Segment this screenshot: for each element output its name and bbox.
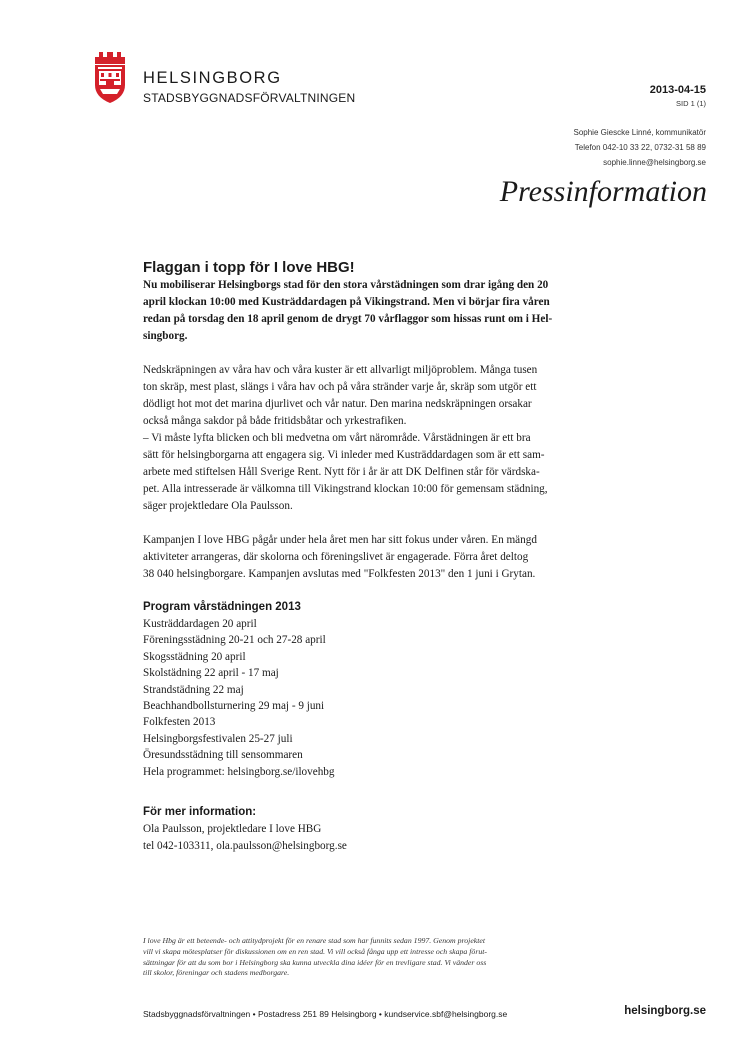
body-paragraph-1 (143, 362, 613, 515)
org-name: HELSINGBORG (143, 69, 282, 87)
footer-website-link[interactable]: helsingborg.se (624, 1005, 706, 1017)
program-item: Strandstädning 22 maj (143, 683, 244, 696)
more-info-contact: Ola Paulsson, projektledare I love HBG (143, 823, 322, 836)
program-item: Hela programmet: helsingborg.se/ilovehbg (143, 765, 335, 778)
body-line: sätt för helsingborgarna att engagera sig. Vi inleder med Kusträddardagen som är ett sam- (143, 449, 545, 461)
lead-line: april klockan 10:00 med Kusträddardagen på Vikingstrand. Men vi börjar fira våren (143, 296, 550, 308)
body-line: aktiviteter arrangeras, där skolorna och föreningslivet är engagerade. Förra året deltog (143, 551, 529, 563)
body-line: dödligt hot mot det marina djurlivet och vår natur. Den marina nedskräpningen orsakar (143, 398, 532, 410)
contact-name: Sophie Giescke Linné, kommunikatör (573, 128, 706, 137)
document-date: 2013-04-15 (649, 84, 706, 96)
article (143, 259, 613, 855)
program-item: Helsingborgsfestivalen 25-27 juli (143, 732, 293, 745)
body-line: arbete med stiftelsen Håll Sverige Rent. Nytt för i år är att DK Delfinen står för värdska- (143, 466, 540, 478)
contact-email[interactable]: sophie.linne@helsingborg.se (603, 158, 706, 167)
body-line: – Vi måste lyfta blicken och bli medvetna om vårt närområde. Vårstädningen är ett bra (143, 432, 531, 444)
program-item: Skogsstädning 20 april (143, 650, 246, 663)
body-line: säger projektledare Ola Paulsson. (143, 500, 293, 512)
body-line: Kampanjen I love HBG pågår under hela året men har sitt fokus under våren. En mängd (143, 534, 537, 546)
program-title: Program vårstädningen 2013 (143, 601, 301, 613)
more-info-title: För mer information: (143, 806, 257, 819)
more-info-phone-email: tel 042-103311, ola.paulsson@helsingborg.se (143, 840, 347, 853)
body-line: också många sakdor på både fritidsbåtar och yrkestrafiken. (143, 415, 407, 427)
footnote (143, 936, 613, 979)
org-department: STADSBYGGNADSFÖRVALTNINGEN (143, 91, 356, 105)
contact-block (573, 125, 706, 170)
headline: Flaggan i topp för I love HBG! (143, 259, 355, 276)
page-number: SID 1 (1) (675, 99, 706, 108)
program-item: Öresundsstädning till sensommaren (143, 749, 303, 762)
lead-line: Nu mobiliserar Helsingborgs stad för den stora vårstädningen som drar igång den 20 (143, 279, 549, 291)
body-line: 38 040 helsingborgare. Kampanjen avslutas med "Folkfesten 2013" den 1 juni i Grytan. (143, 568, 536, 580)
document-type-title: Pressinformation (499, 175, 707, 208)
program-list (143, 616, 613, 780)
lead-line: singborg. (143, 330, 188, 342)
footnote-line: sättningar för att du som bor i Helsingborg ska kunna utveckla dina idéer för en trevligare stad. Vi vänder oss (143, 957, 487, 967)
body-paragraph-2 (143, 532, 613, 583)
program-item: Folkfesten 2013 (143, 716, 216, 729)
body-line: pet. Alla intresserade är välkomna till Vikingstrand klockan 10:00 för gemensam städning, (143, 483, 548, 495)
program-item: Beachhandbollsturnering 29 maj - 9 juni (143, 700, 325, 713)
footnote-line: vill vi skapa mötesplatser för diskussionen om en ren stad. Vi vill också fånga upp ett intresse och skapa förut- (143, 946, 488, 956)
body-line: Nedskräpningen av våra hav och våra kuster är ett allvarligt miljöproblem. Många tusen (143, 364, 538, 376)
body-line: ton skräp, mest plast, slängs i våra hav och på våra stränder varje år, skräp som utgör ett (143, 381, 537, 393)
program-item: Skolstädning 22 april - 17 maj (143, 667, 279, 680)
contact-phone: Telefon 042-10 33 22, 0732-31 58 89 (574, 143, 706, 152)
lead-line: redan på torsdag den 18 april genom de drygt 70 vårflaggor som hissas runt om i Hel- (143, 313, 553, 325)
helsingborg-coat-of-arms-icon (92, 49, 128, 105)
lead-paragraph (143, 277, 613, 345)
footer-address: Stadsbyggnadsförvaltningen • Postadress 251 89 Helsingborg • kundservice.sbf@helsingborg.se (143, 1009, 508, 1019)
footnote-line: I love Hbg är ett beteende- och attitydprojekt för en renare stad som har funnits sedan 1997. Genom projektet (143, 936, 486, 945)
footnote-line: till skolor, föreningar och stadens medborgare. (143, 968, 290, 978)
program-item: Föreningsstädning 20-21 och 27-28 april (143, 634, 326, 647)
program-item: Kusträddardagen 20 april (143, 618, 257, 630)
